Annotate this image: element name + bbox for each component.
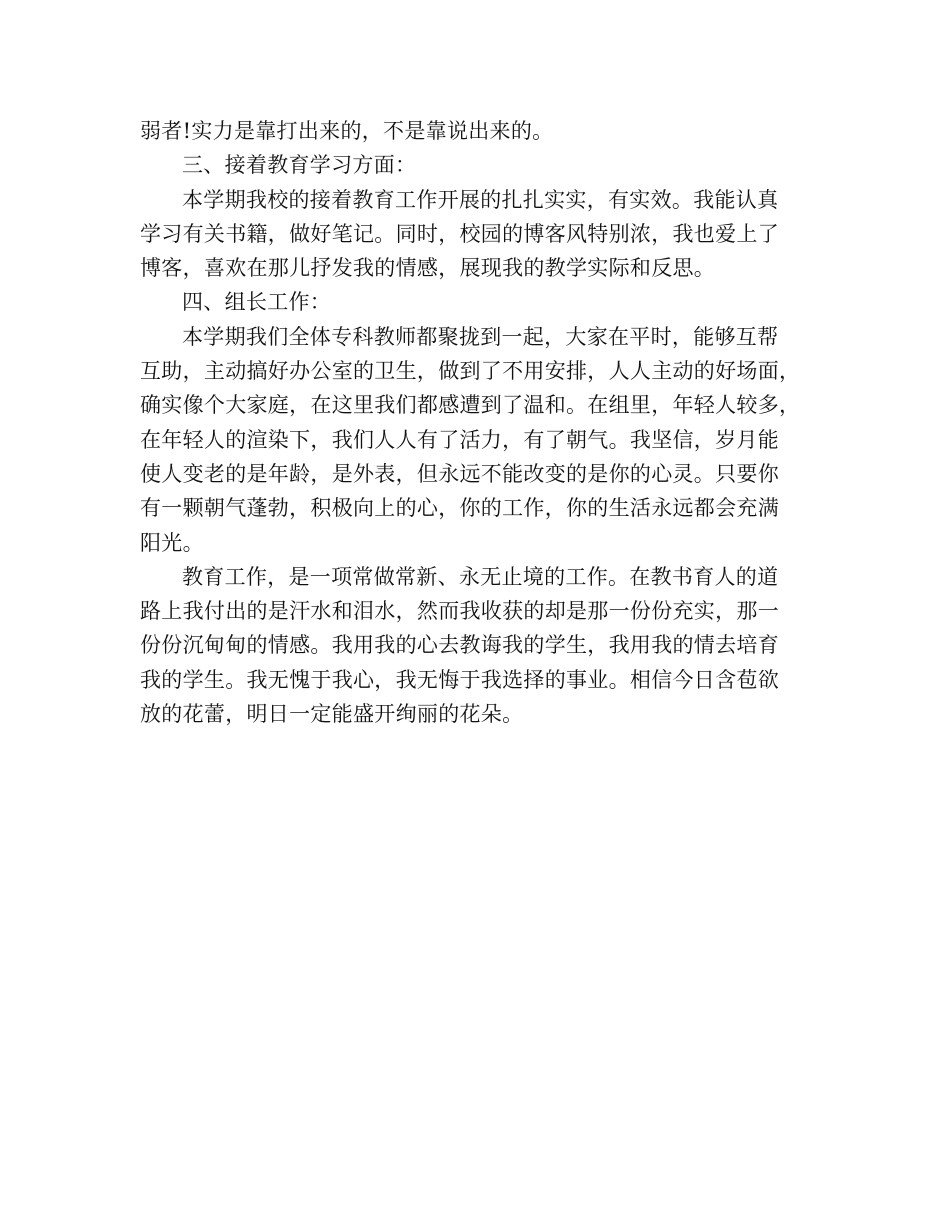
text-line: 学习有关书籍，做好笔记。同时，校园的博客风特别浓，我也爱上了 [140,221,779,246]
section-heading-leader [140,285,812,319]
text-line: 教育工作，是一项常做常新、永无止境的工作。在教书育人的道 [182,564,779,589]
text-line: 在年轻人的渲染下，我们人人有了活力，有了朝气。我坚信，岁月能 [140,427,779,452]
text-line: 弱者!实力是靠打出来的，不是靠说出来的。 [140,119,554,143]
heading-text: 四、组长工作： [182,290,332,315]
paragraph-leader [140,320,812,560]
text-line: 使人变老的是年龄，是外表，但永远不能改变的是你的心灵。只要你 [140,461,779,486]
paragraph-study [140,183,812,286]
text-line: 我的学生。我无愧于我心，我无悔于我选择的事业。相信今日含苞欲 [140,667,779,692]
text-line: 有一颗朝气蓬勃，积极向上的心，你的工作，你的生活永远都会充满 [140,496,779,521]
heading-text: 三、接着教育学习方面： [182,153,417,178]
section-heading-study [140,148,812,182]
document-body [140,114,812,731]
paragraph-continued [140,114,812,148]
text-line: 互助，主动搞好办公室的卫生，做到了不用安排，人人主动的好场面， [140,359,801,384]
text-line: 本学期我们全体专科教师都聚拢到一起，大家在平时，能够互帮 [182,324,779,349]
text-line: 确实像个大家庭，在这里我们都感遭到了温和。在组里，年轻人较多， [140,393,801,418]
text-line: 份份沉甸甸的情感。我用我的心去教诲我的学生，我用我的情去培育 [140,633,779,658]
paragraph-closing [140,560,812,731]
text-line: 本学期我校的接着教育工作开展的扎扎实实，有实效。我能认真 [182,187,779,212]
text-line: 阳光。 [140,530,204,555]
text-line: 放的花蕾，明日一定能盛开绚丽的花朵。 [140,702,524,727]
text-line: 路上我付出的是汗水和泪水，然而我收获的却是那一份份充实，那一 [140,599,779,624]
text-line: 博客，喜欢在那儿抒发我的情感，展现我的教学实际和反思。 [140,256,716,281]
